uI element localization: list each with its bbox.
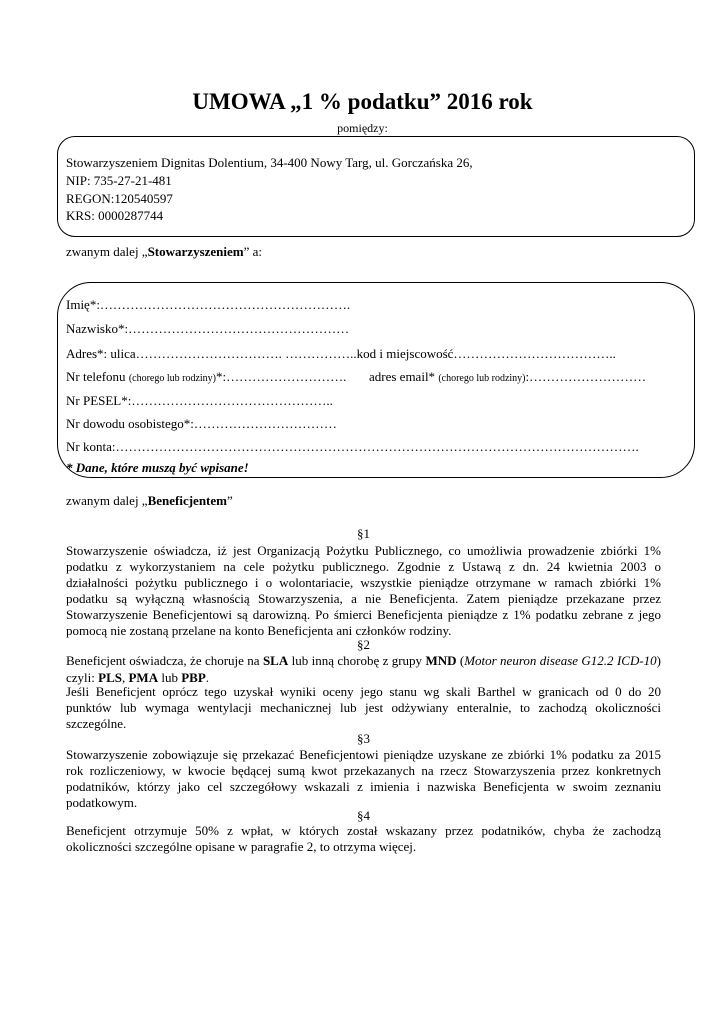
section-1-line: pomocą nie zostaną przelane na konto Beneficjenta ani członków rodziny.: [66, 623, 452, 638]
field-imie[interactable]: Imię*:………………………………………………….: [66, 297, 351, 312]
term-pls: PLS: [98, 670, 122, 685]
association-ref-name: Stowarzyszeniem: [147, 244, 244, 259]
section-4-line: okoliczności szczególne opisane w paragrafie 2, to otrzyma więcej.: [66, 839, 417, 854]
section-3-line: Stowarzyszenie zobowiązuje się przekazać Beneficjentowi pieniądze uzyskane ze zbiórki 1% podatku za 2015: [66, 747, 661, 762]
document-title: UMOWA „1 % podatku” 2016 rok: [192, 89, 533, 114]
association-nip: NIP: 735-27-21-481: [66, 173, 172, 188]
section-1-line: działalności pożytku publicznego i o wolontariacie, wszystkie pieniądze otrzymane w ramach zbiórki 1%: [66, 575, 661, 590]
section-2-paragraph-1: Beneficjent oświadcza, że choruje na SLA lub inną chorobę z grupy MND (Motor neuron disease G12.2 ICD-10) czyli: PLS, PMA lub PBP.: [66, 653, 661, 685]
beneficiary-reference: zwanym dalej „Beneficjentem”: [66, 493, 233, 508]
section-1-line: Stowarzyszenie Beneficjentowi są darowizną. Po śmierci Beneficjenta pieniądze z 1% podatku zebrane z jego: [66, 607, 661, 622]
section-4-heading: §4: [357, 808, 370, 823]
field-nazwisko[interactable]: Nazwisko*:……………………………………………: [66, 321, 350, 336]
section-2-line: szczególne.: [66, 716, 127, 731]
field-adres[interactable]: Adres*: ulica……………………………. ……………..kod i miejscowość………………………………..: [66, 346, 616, 361]
association-regon: REGON:120540597: [66, 191, 173, 206]
section-2-heading: §2: [357, 637, 370, 652]
section-1-line: Stowarzyszenie oświadcza, iż jest Organizacją Pożytku Publicznego, co umożliwia prowadzenie zbiórki 1%: [66, 543, 661, 558]
term-mnd: MND: [425, 653, 457, 668]
section-2-line: punktów lub wymaga wentylacji mechanicznej lub jest odżywiany enteralnie, to zachodzą okoliczności: [66, 700, 661, 715]
document-subtitle: pomiędzy:: [337, 121, 388, 135]
association-name-address: Stowarzyszeniem Dignitas Dolentium, 34-400 Nowy Targ, ul. Gorczańska 26,: [66, 155, 473, 170]
field-dowod[interactable]: Nr dowodu osobistego*:……………………………: [66, 416, 337, 431]
field-telefon[interactable]: Nr telefonu (chorego lub rodziny)*:……………………….: [66, 369, 347, 384]
field-konto[interactable]: Nr konta:………………………………………………………………………………………………………….: [66, 439, 639, 454]
section-2-line: Jeśli Beneficjent oprócz tego uzyskał wyniki oceny jego stanu wg skali Barthel w granicach od 0 do 20: [66, 684, 661, 699]
section-1-line: podatku są wyłączną własnością Stowarzyszenia, a nie Beneficjenta. Zatem pieniądze przekazane przez: [66, 591, 661, 606]
section-3-line: rok rozliczeniowy, w kwocie będącej sumą kwot przekazanych na rzecz Stowarzyszenia przez konkretnych: [66, 763, 661, 778]
association-krs: KRS: 0000287744: [66, 208, 164, 223]
section-1-heading: §1: [357, 526, 370, 541]
field-email[interactable]: adres email* (chorego lub rodziny):………………………: [369, 369, 647, 384]
beneficiary-ref-name: Beneficjentem: [147, 493, 227, 508]
section-1-line: podatku z wykorzystaniem na cele pożytku publicznego. Zgodnie z Ustawą z dn. 24 kwietnia 2003 o: [66, 559, 661, 574]
term-pbp: PBP: [181, 670, 206, 685]
term-pma: PMA: [128, 670, 159, 685]
section-4-line: Beneficjent otrzymuje 50% z wpłat, w których został wskazany przez podatników, chyba że zachodzą: [66, 823, 661, 838]
section-3-heading: §3: [357, 731, 370, 746]
field-pesel[interactable]: Nr PESEL*:………………………………………..: [66, 393, 333, 408]
term-sla: SLA: [262, 653, 289, 668]
association-reference: zwanym dalej „Stowarzyszeniem” a:: [66, 244, 263, 259]
section-3-line: podatników, którzy jako cel szczegółowy wskazali z imienia i nazwiska Beneficjenta w swoim zeznaniu: [66, 779, 661, 794]
section-3-line: podatkowym.: [66, 795, 138, 810]
required-fields-note: * Dane, które muszą być wpisane!: [66, 460, 249, 475]
